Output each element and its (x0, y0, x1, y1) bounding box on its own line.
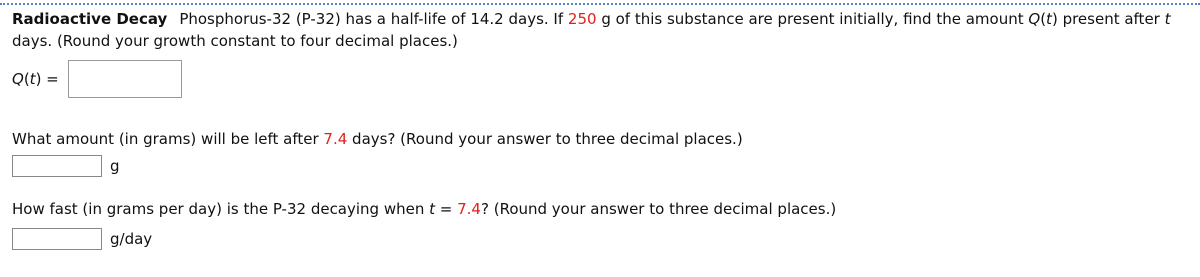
question-amount-text-1: What amount (in grams) will be left after (12, 130, 324, 148)
problem-text-3: present after (1057, 10, 1165, 28)
q-label-paren-open: ( (23, 70, 30, 88)
problem-title: Radioactive Decay (12, 10, 168, 28)
question-rate-text-2: ? (Round your answer to three decimal places.) (480, 200, 837, 218)
q-label-tail: ) = (35, 70, 59, 88)
rate-input[interactable] (12, 228, 102, 250)
top-dotted-rule (0, 3, 1200, 5)
amount-input[interactable] (12, 155, 102, 177)
q-label-t-symbol: t (29, 70, 36, 88)
amount-unit: g (110, 157, 120, 175)
problem-text-4: days. (Round your growth constant to four decimal places.) (12, 32, 458, 50)
problem-text-2: g of this substance are present initially, find the amount (596, 10, 1029, 28)
q-of-t-input[interactable] (68, 60, 182, 98)
question-amount-left (12, 129, 743, 149)
rate-t-value: 7.4 (457, 200, 481, 218)
initial-amount-value: 250 (567, 10, 597, 28)
question-amount-text-2: days? (Round your answer to three decimal places.) (347, 130, 743, 148)
paren-close: ) (1051, 10, 1058, 28)
question-decay-rate (12, 199, 836, 219)
variable-t-symbol: t (1164, 10, 1171, 28)
q-of-t-answer-row (12, 60, 182, 98)
rate-answer-row (12, 228, 152, 250)
days-value: 7.4 (323, 130, 348, 148)
amount-answer-row (12, 155, 120, 177)
paren-open: ( (1040, 10, 1047, 28)
rate-unit: g/day (110, 230, 153, 248)
function-q-symbol: Q (1028, 10, 1041, 28)
q-of-t-label (12, 70, 68, 88)
q-label-symbol: Q (12, 70, 24, 88)
problem-text-1: Phosphorus-32 (P-32) has a half-life of 14.2 days. If (179, 10, 568, 28)
question-rate-text-1: How fast (in grams per day) is the P-32 decaying when (12, 200, 430, 218)
function-t-symbol: t (1046, 10, 1052, 28)
rate-equals: = (435, 200, 458, 218)
rate-variable-t: t (429, 200, 436, 218)
problem-statement (12, 8, 1192, 52)
